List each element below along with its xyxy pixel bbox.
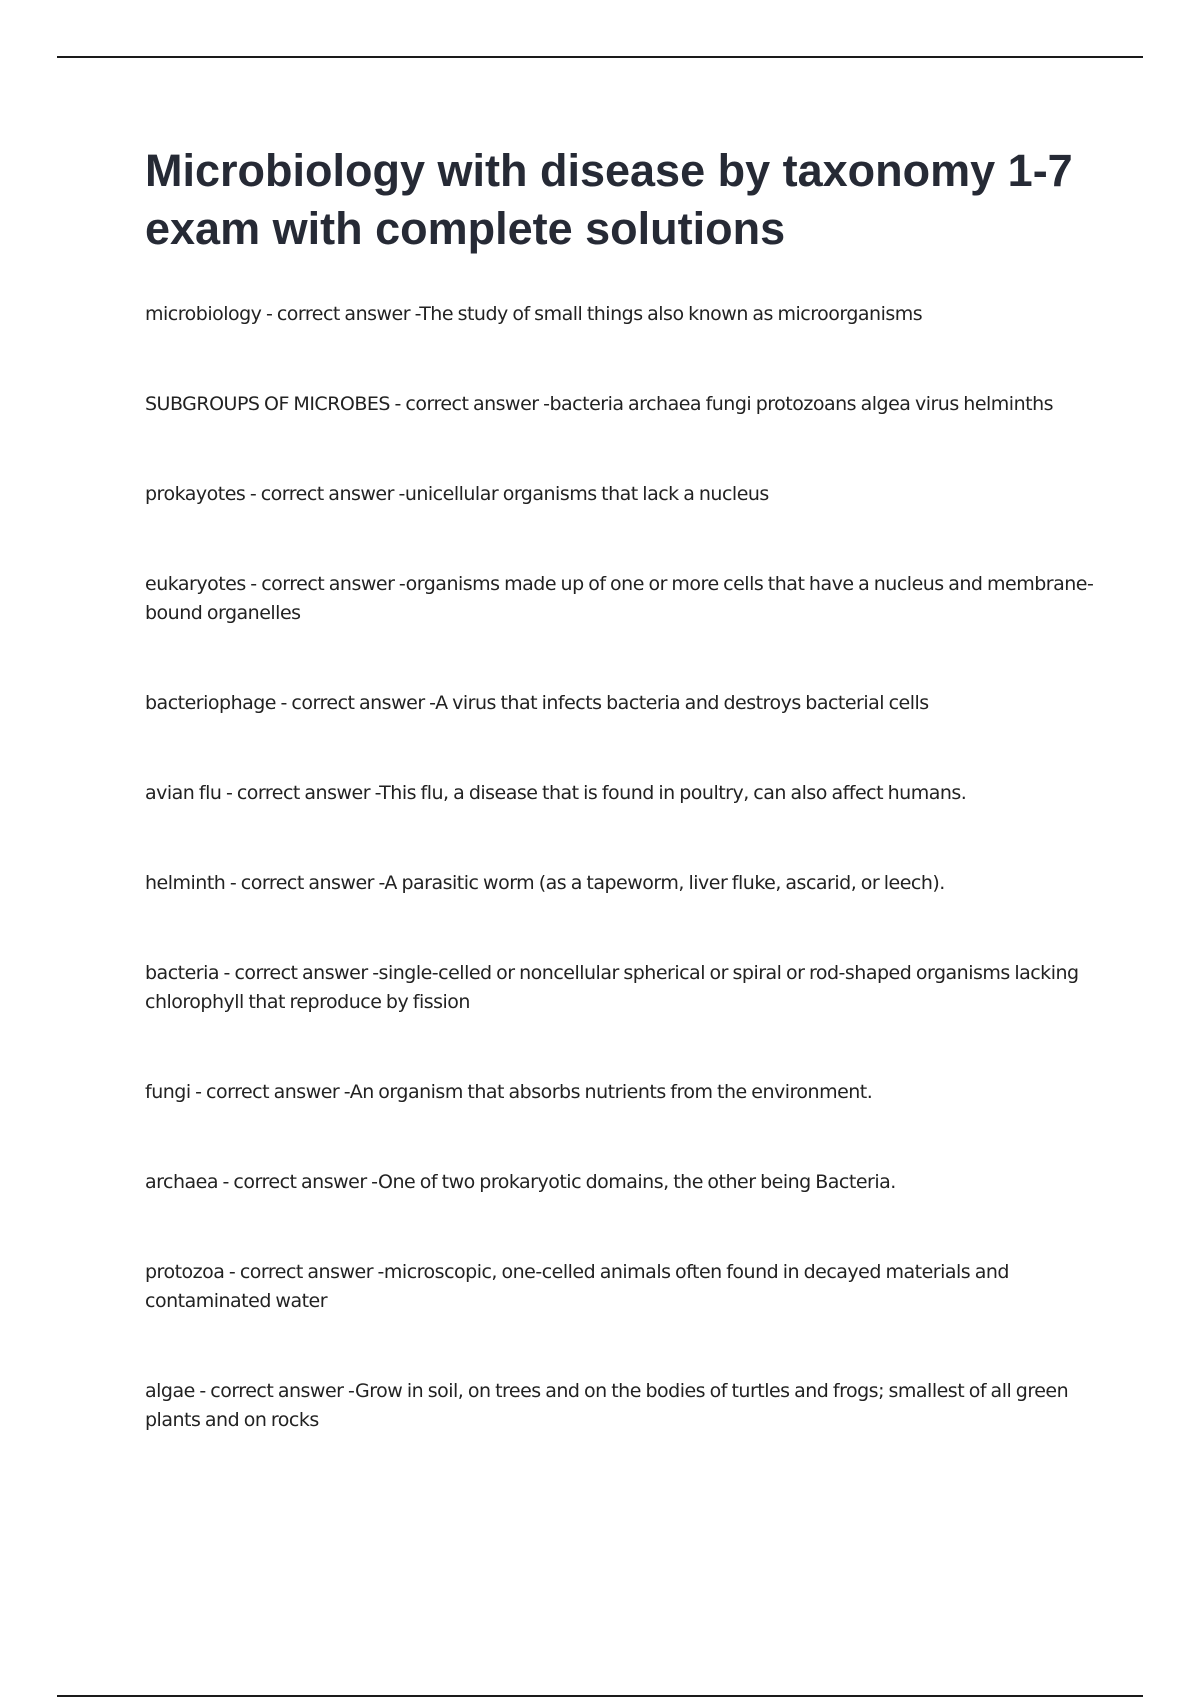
entry-microbiology: microbiology - correct answer -The study of small things also known as microorganisms xyxy=(145,303,923,325)
entry-prokayotes: prokayotes - correct answer -unicellular organisms that lack a nucleus xyxy=(145,483,769,505)
entry-bacteriophage: bacteriophage - correct answer -A virus that infects bacteria and destroys bacterial cells xyxy=(145,692,929,714)
entry-subgroups-of-microbes: SUBGROUPS OF MICROBES - correct answer -bacteria archaea fungi protozoans algea virus helminths xyxy=(145,393,1054,415)
entry-list xyxy=(145,300,1100,1435)
document-title: Microbiology with disease by taxonomy 1-7 exam with complete solutions xyxy=(145,145,1073,254)
top-rule xyxy=(57,56,1143,58)
document-body xyxy=(145,142,1100,1496)
entry-bacteria: bacteria - correct answer -single-celled or noncellular spherical or spiral or rod-shaped organisms lacking chlorophyll that reproduce by fission xyxy=(145,962,1079,1013)
entry-fungi: fungi - correct answer -An organism that absorbs nutrients from the environment. xyxy=(145,1081,873,1103)
bottom-rule xyxy=(57,1695,1143,1697)
entry-eukaryotes: eukaryotes - correct answer -organisms made up of one or more cells that have a nucleus and membrane-bound organelles xyxy=(145,573,1094,624)
entry-protozoa: protozoa - correct answer -microscopic, one-celled animals often found in decayed materials and contaminated water xyxy=(145,1261,1009,1312)
entry-avian-flu: avian flu - correct answer -This flu, a disease that is found in poultry, can also affect humans. xyxy=(145,782,967,804)
entry-archaea: archaea - correct answer -One of two prokaryotic domains, the other being Bacteria. xyxy=(145,1171,896,1193)
entry-helminth: helminth - correct answer -A parasitic worm (as a tapeworm, liver fluke, ascarid, or leech). xyxy=(145,872,945,894)
entry-algae: algae - correct answer -Grow in soil, on trees and on the bodies of turtles and frogs; smallest of all green plants and on rocks xyxy=(145,1380,1069,1431)
